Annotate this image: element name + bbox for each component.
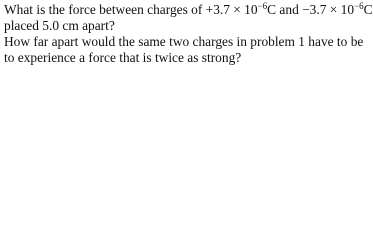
question-1-text-end: C [363,2,373,17]
question-2-line-1: How far apart would the same two charges in problem 1 have to be [4,34,364,49]
question-1-text-middle: C and −3.7 × 10 [267,2,355,17]
question-1-text-start: What is the force between charges of +3.7 × 10 [4,2,258,17]
question-2-line-2: to experience a force that is twice as strong? [4,50,242,65]
charge-2-exponent: −6 [354,1,364,11]
question-1-line-1 [4,1,373,18]
problem-text-block [4,1,373,66]
charge-1-exponent: −6 [257,1,268,11]
question-1-line-2: placed 5.0 cm apart? [4,18,115,33]
